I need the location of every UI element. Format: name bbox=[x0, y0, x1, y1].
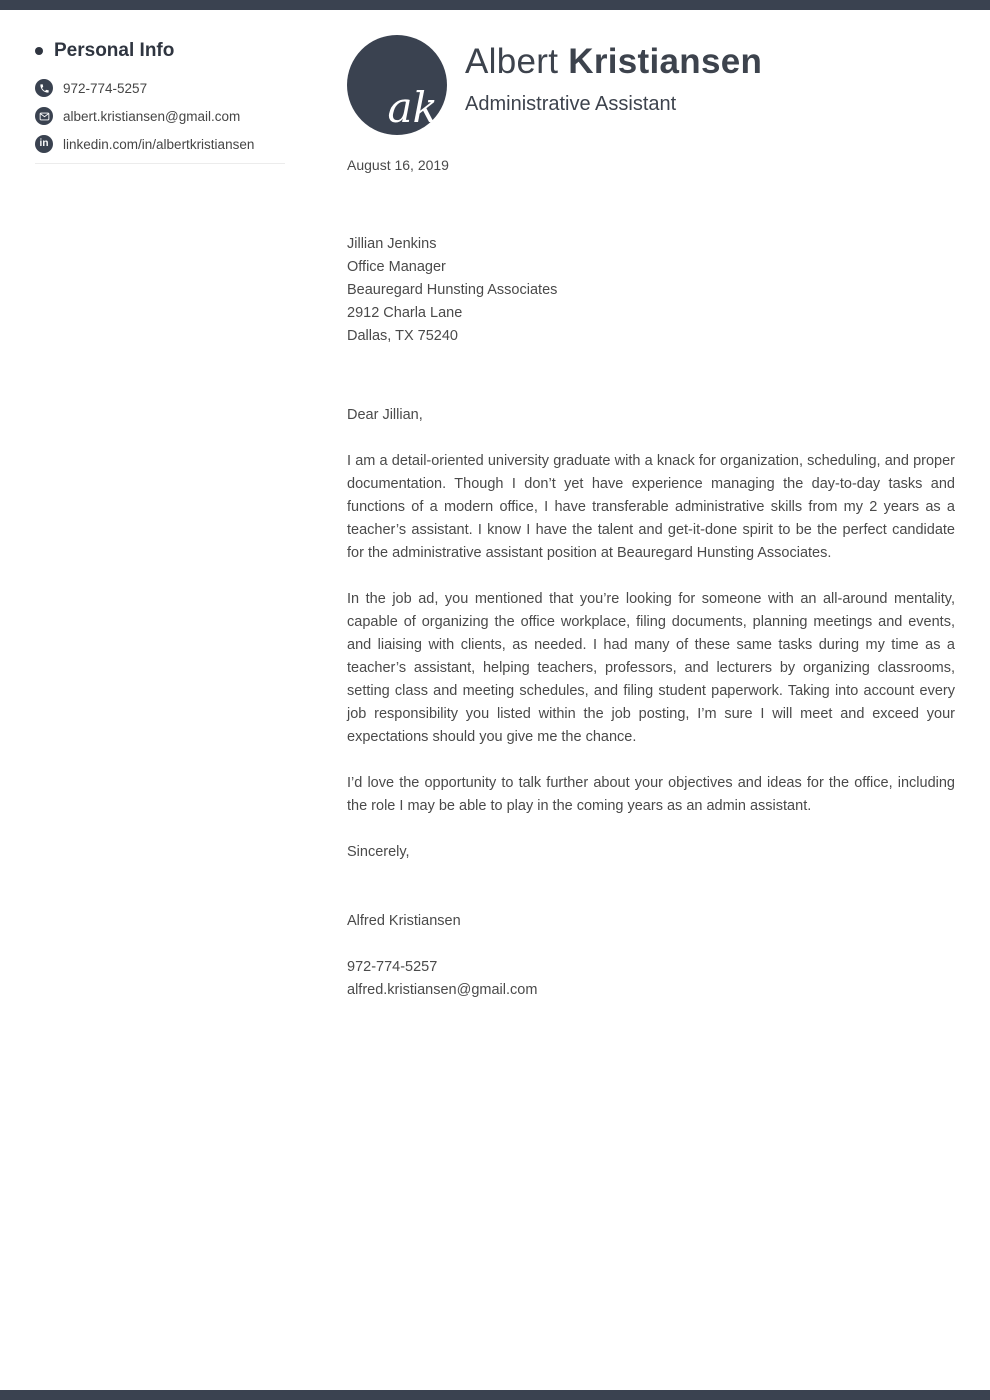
paragraph-1: I am a detail-oriented university graduate with a knack for organization, scheduling, and proper documentation. Though I don’t yet have experience managing the day-to-day tasks and functions of a modern office, I have transferable administrative skills from my 2 years as a teacher’s assistant. I know I have the talent and get-it-done spirit to be the perfect candidate for the administrative assistant position at Beauregard Hunsting Associates. bbox=[347, 453, 955, 561]
avatar bbox=[347, 35, 447, 135]
signature-phone: 972-774-5257 bbox=[347, 959, 438, 975]
contact-email bbox=[35, 107, 285, 125]
paragraph-2: In the job ad, you mentioned that you’re looking for someone with an all-around mentality, capable of organizing the office workplace, filing documents, planning meetings and events, and liaising with clients, as needed. I had many of these same tasks during my time as a teacher’s assistant, helping teachers, professors, and lecturers by organizing classrooms, setting class and meeting schedules, and filing student paperwork. Taking into account every job responsibility you listed within the job posting, I’m sure I will meet and exceed your expectations should you give me the chance. bbox=[347, 591, 955, 745]
signature-email: alfred.kristiansen@gmail.com bbox=[347, 982, 538, 998]
contact-list bbox=[35, 79, 285, 153]
signature-name: Alfred Kristiansen bbox=[347, 913, 461, 929]
sidebar-divider bbox=[35, 163, 285, 164]
job-title: Administrative Assistant bbox=[465, 93, 677, 115]
recipient-role: Office Manager bbox=[347, 259, 446, 275]
recipient-city: Dallas, TX 75240 bbox=[347, 328, 458, 344]
email-icon bbox=[35, 107, 53, 125]
recipient-name: Jillian Jenkins bbox=[347, 236, 437, 252]
monogram-initials: ak bbox=[387, 82, 438, 132]
top-accent-bar bbox=[0, 0, 990, 10]
letter-header bbox=[347, 35, 955, 135]
bottom-accent-bar bbox=[0, 1390, 990, 1400]
last-name: Kristiansen bbox=[568, 42, 763, 81]
linkedin-url: linkedin.com/in/albertkristiansen bbox=[63, 136, 255, 152]
salutation: Dear Jillian, bbox=[347, 407, 423, 423]
contact-phone bbox=[35, 79, 285, 97]
letter-date: August 16, 2019 bbox=[347, 157, 449, 173]
personal-info-title: Personal Info bbox=[54, 40, 175, 61]
phone-number: 972-774-5257 bbox=[63, 80, 148, 96]
recipient-block bbox=[347, 233, 955, 348]
sidebar bbox=[35, 40, 285, 164]
bullet-icon bbox=[35, 47, 43, 55]
linkedin-glyph: in bbox=[39, 138, 49, 149]
email-address: albert.kristiansen@gmail.com bbox=[63, 108, 241, 124]
personal-info-heading bbox=[35, 40, 285, 62]
recipient-street: 2912 Charla Lane bbox=[347, 305, 463, 321]
closing: Sincerely, bbox=[347, 844, 410, 860]
first-name: Albert bbox=[465, 42, 559, 81]
recipient-company: Beauregard Hunsting Associates bbox=[347, 282, 558, 298]
letter-body bbox=[347, 35, 955, 1002]
contact-linkedin bbox=[35, 135, 285, 153]
linkedin-icon bbox=[35, 135, 53, 153]
phone-icon bbox=[35, 79, 53, 97]
paragraph-3: I’d love the opportunity to talk further about your objectives and ideas for the office, including the role I may be able to play in the coming years as an admin assistant. bbox=[347, 775, 955, 814]
page-title bbox=[465, 42, 762, 82]
name-block bbox=[465, 35, 762, 135]
